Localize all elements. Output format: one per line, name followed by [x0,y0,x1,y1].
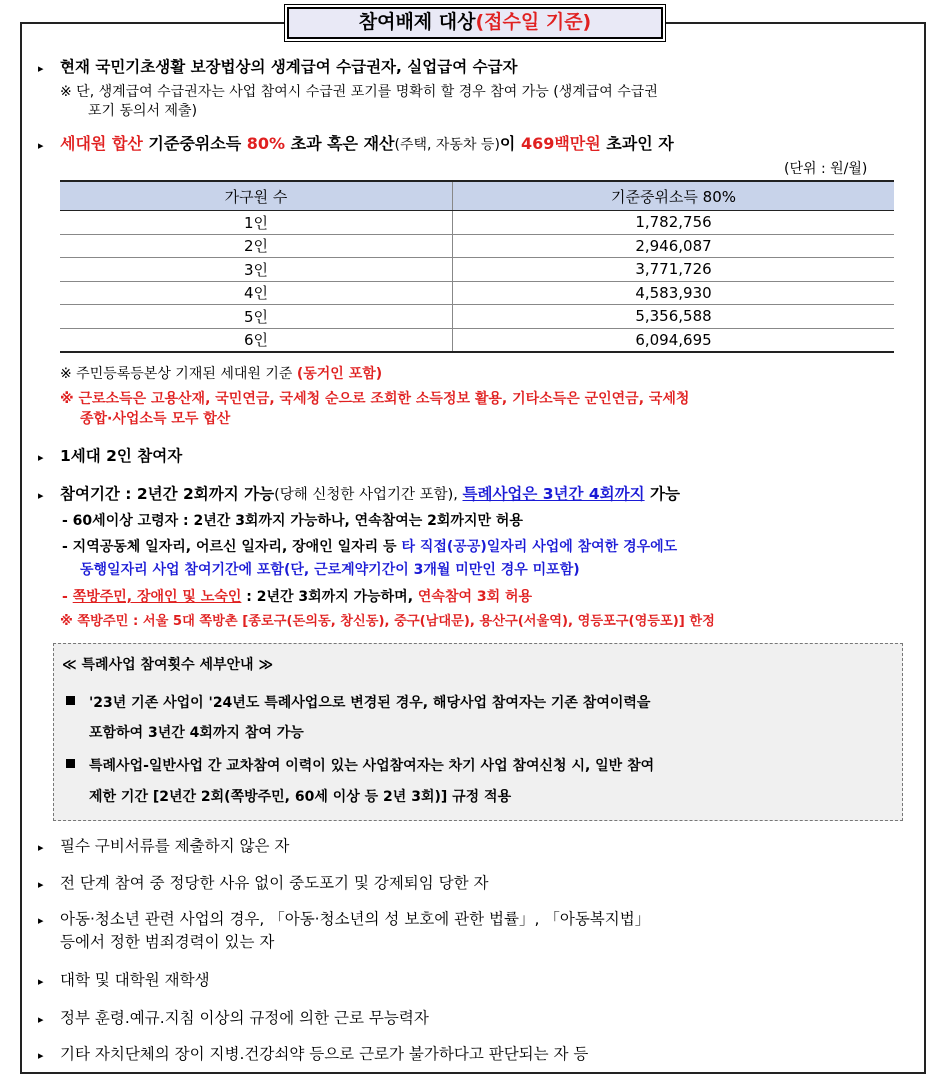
bullet-icon: ▸ [38,841,44,854]
item-participation-period: ▸ 참여기간 : 2년간 2회까지 가능(당해 신청한 사업기간 포함), 특례사업은 3년간 4회까지 가능 [38,484,680,506]
item-welfare-recipient: ▸ 현재 국민기초생활 보장법상의 생계급여 수급권자, 실업급여 수급자 [38,57,518,79]
table-row: 6인 6,094,695 [60,328,894,352]
table-row: 4인 4,583,930 [60,281,894,305]
table-row: 3인 3,771,726 [60,258,894,282]
info-item-2-line-2: 제한 기간 [2년간 2회(쪽방주민, 60세 이상 등 2년 3회)] 규정 적용 [89,789,512,805]
item-incapable: ▸ 정부 훈령.예규.지침 이상의 규정에 의한 근로 무능력자 [38,1008,429,1030]
table-row: 5인 5,356,588 [60,305,894,329]
info-item-1-line-1: '23년 기존 사업이 '24년도 특례사업으로 변경된 경우, 해당사업 참여자는 기존 참여이력을 [66,693,650,713]
note-welfare-waiver-2: 포기 동의서 제출) [88,103,198,119]
bullet-icon: ▸ [38,451,44,464]
item-criminal-record-2: 등에서 정한 범죄경력이 있는 자 [60,933,275,951]
bullet-icon: ▸ [38,139,44,152]
info-box-heading: ≪ 특례사업 참여횟수 세부안내 ≫ [62,657,274,673]
table-header-row [60,181,894,211]
item-other: ▸ 기타 자치단체의 장이 지병.건강쇠약 등으로 근로가 불가하다고 판단되는 자 등 [38,1044,588,1066]
bullet-icon: ▸ [38,489,44,502]
page-title [287,7,663,39]
info-item-2-line-1: 특례사업-일반사업 간 교차참여 이력이 있는 사업참여자는 차기 사업 참여신청 시, 일반 참여 [66,756,654,776]
item-students: ▸ 대학 및 대학원 재학생 [38,970,210,992]
item-missing-documents: ▸ 필수 구비서류를 제출하지 않은 자 [38,836,289,858]
sub-other-jobs-1: - 지역공동체 일자리, 어르신 일자리, 장애인 일자리 등 타 직접(공공)일자리 사업에 참여한 경우에도 [62,539,678,555]
note-welfare-waiver-1: ※ 단, 생계급여 수급권자는 사업 참여시 수급권 포기를 명확히 할 경우 참여 가능 (생계급여 수급권 [60,84,658,100]
info-item-1-line-2: 포함하여 3년간 4회까지 참여 가능 [89,725,304,741]
item-income-criteria: ▸ 세대원 합산 기준중위소득 80% 초과 혹은 재산(주택, 자동차 등)이 469백만원 초과인 자 [38,134,674,156]
unit-label: (단위 : 원/월) [784,161,868,177]
note-jjokbang: ※ 쪽방주민 : 서울 5대 쪽방촌 [종로구(돈의동, 창신동), 중구(남대문), 용산구(서울역), 영등포구(영등포)] 한정 [60,614,715,629]
item-two-per-household: ▸ 1세대 2인 참여자 [38,446,182,468]
bullet-icon: ▸ [38,62,44,75]
income-table [60,180,894,353]
bullet-icon: ▸ [38,975,44,988]
note-earned-income-1: ※ 근로소득은 고용산재, 국민연금, 국세청 순으로 조회한 소득정보 활용, 기타소득은 군인연금, 국세청 [60,391,690,407]
sub-other-jobs-2: 동행일자리 사업 참여기간에 포함(단, 근로계약기간이 3개월 미만인 경우 미포함) [80,562,580,578]
bullet-icon: ▸ [38,914,44,927]
note-household-basis: ※ 주민등록등본상 기재된 세대원 기준 (동거인 포함) [60,366,383,382]
bullet-icon: ▸ [38,1013,44,1026]
note-earned-income-2: 종합·사업소득 모두 합산 [80,411,231,427]
header-household-size: 가구원 수 [60,181,453,211]
header-median-income: 기준중위소득 80% [453,181,895,211]
table-row: 2인 2,946,087 [60,234,894,258]
square-bullet-icon [66,759,75,768]
sub-elderly: - 60세이상 고령자 : 2년간 3회까지 가능하나, 연속참여는 2회까지만 허용 [62,513,523,529]
item-criminal-record-1: ▸ 아동·청소년 관련 사업의 경우, 「아동·청소년의 성 보호에 관한 법률」, 「아동복지법」 [38,909,650,931]
item-dropout: ▸ 전 단계 참여 중 정당한 사유 없이 중도포기 및 강제퇴임 당한 자 [38,873,489,895]
title-highlight: (접수일 기준) [475,11,592,33]
title-main: 참여배제 대상 [358,11,476,33]
bullet-icon: ▸ [38,1049,44,1062]
sub-vulnerable: - 쪽방주민, 장애인 및 노숙인 : 2년간 3회까지 가능하며, 연속참여 3회 허용 [62,589,533,605]
table-row: 1인 1,782,756 [60,211,894,235]
bullet-icon: ▸ [38,878,44,891]
square-bullet-icon [66,696,75,705]
